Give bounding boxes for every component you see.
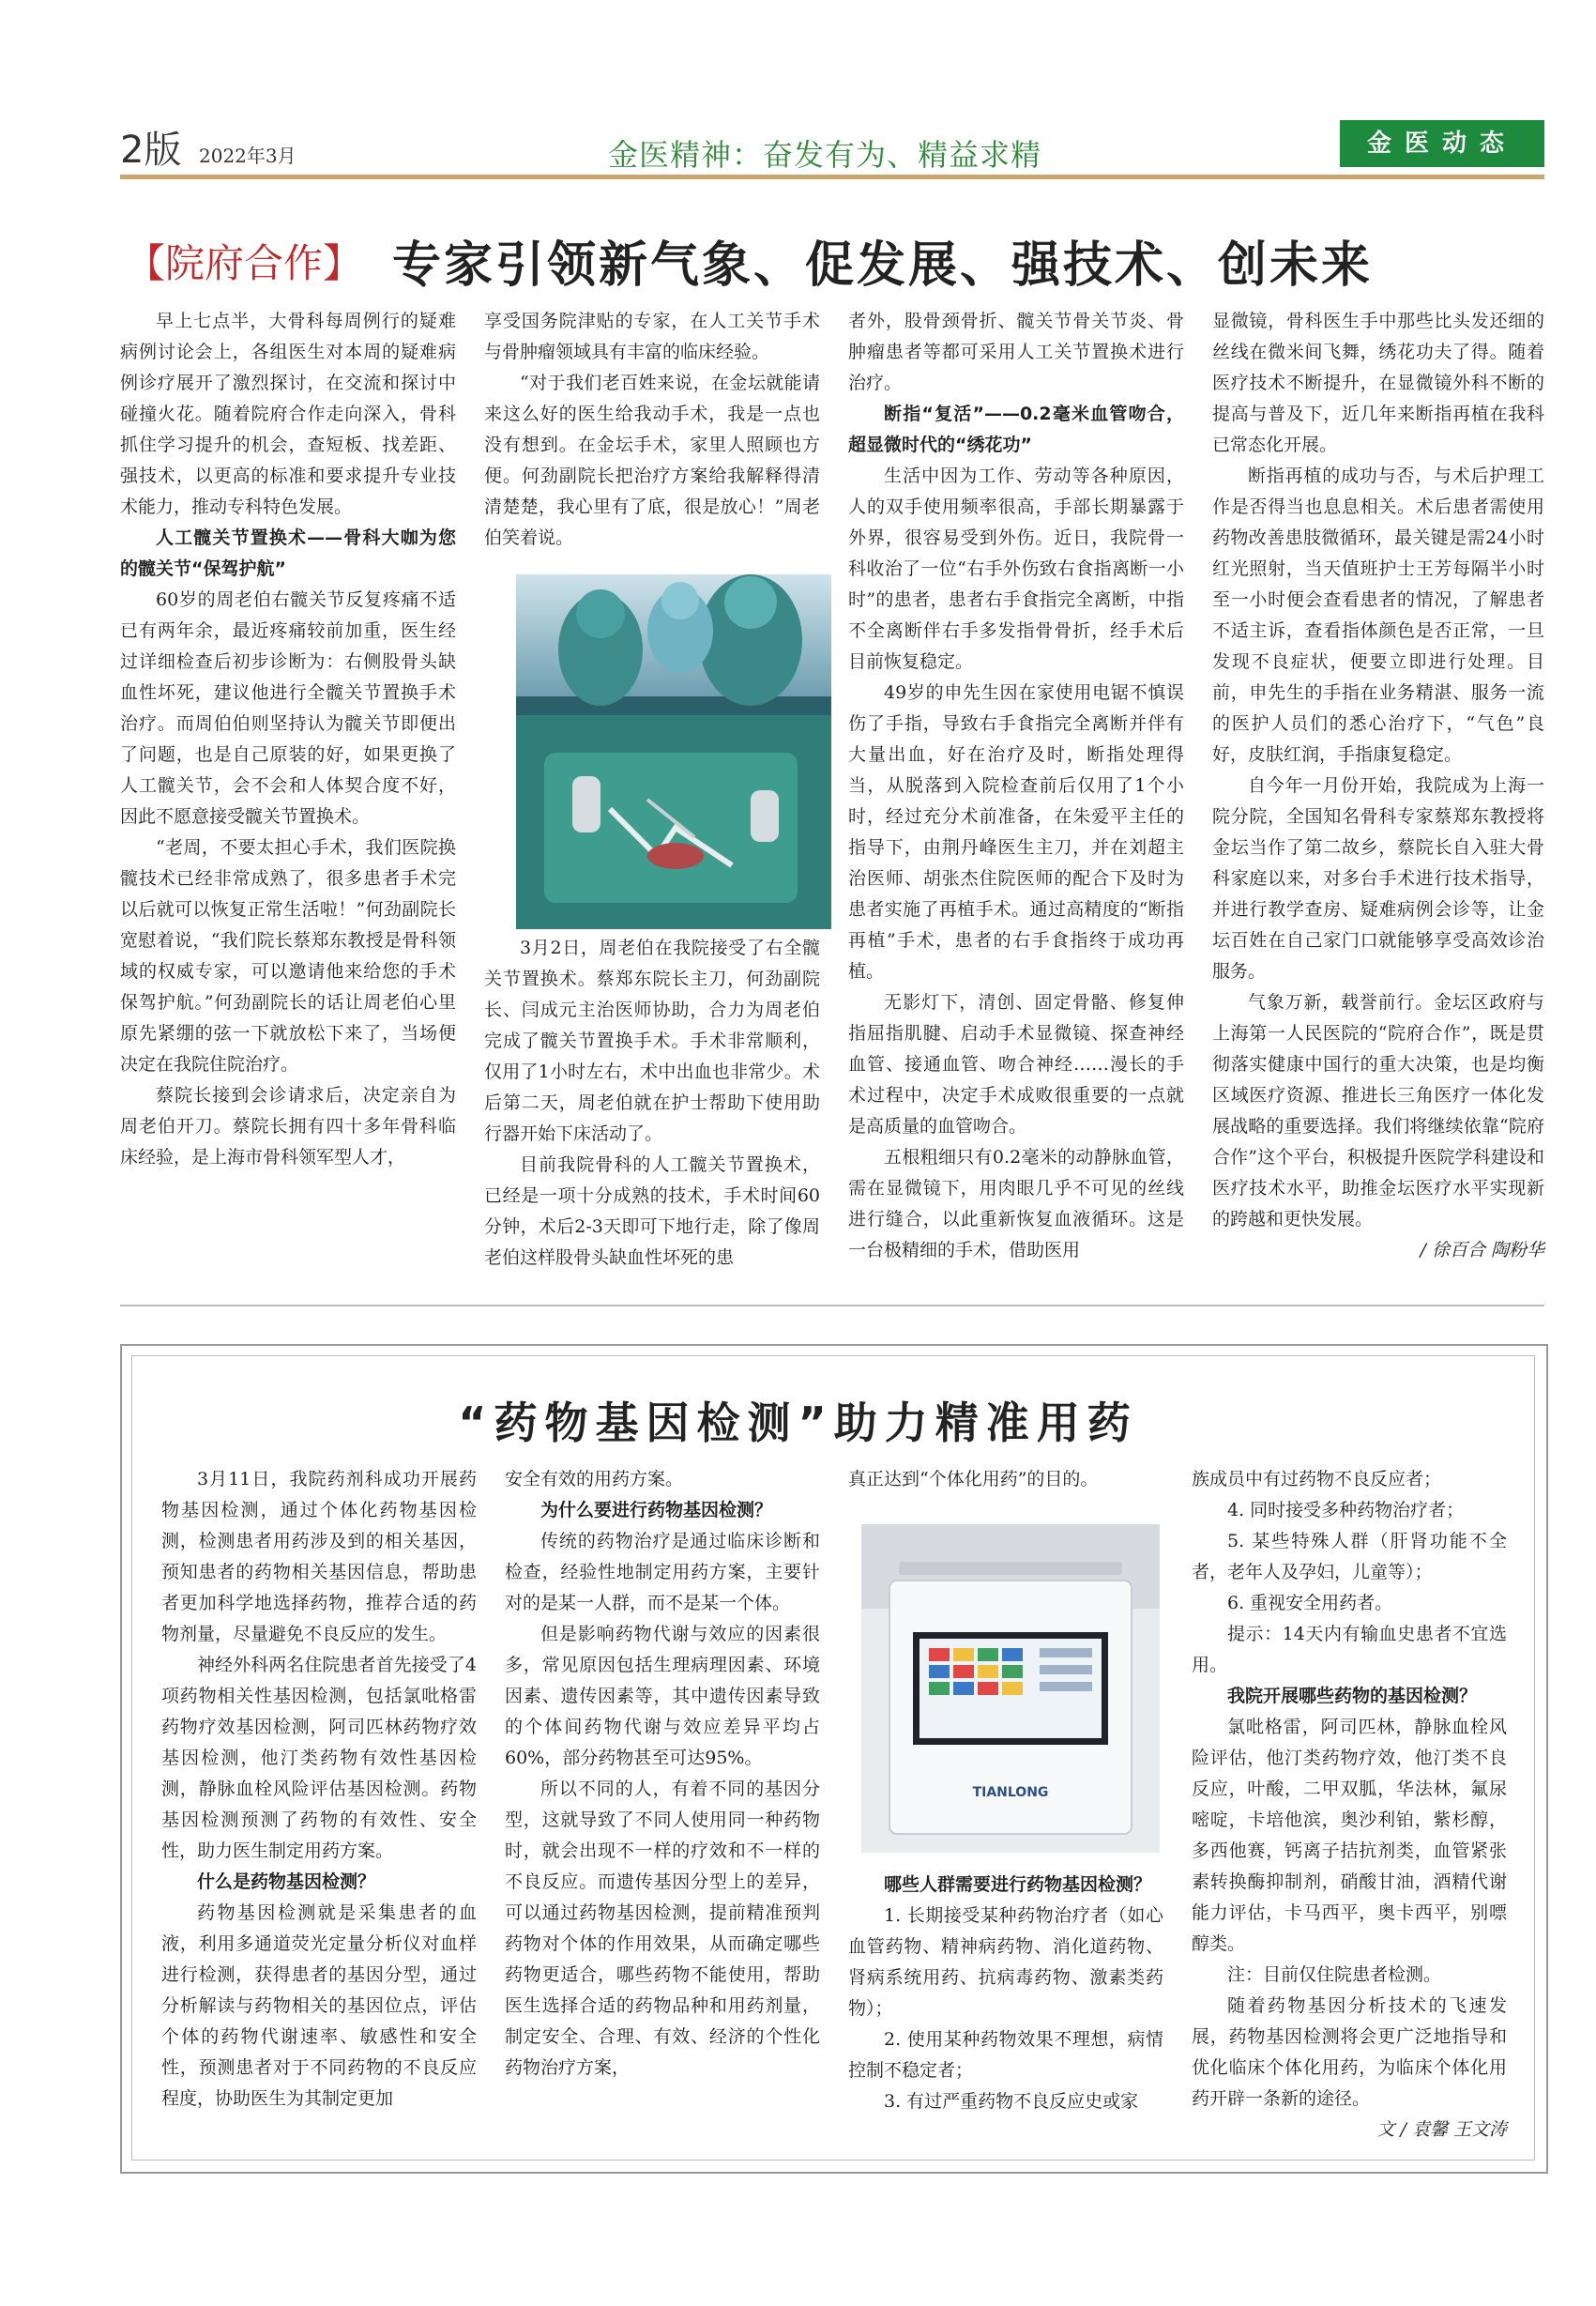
section-divider <box>120 1305 1544 1306</box>
paragraph: “对于我们老百姓来说，在金坛就能请来这么好的医生给我动手术，我是一点也没有想到。在金坛手术，家里人照顾也方便。何劲副院长把治疗方案给我解释得清清楚楚，我心里有了底，很是放心！”周老伯笑着说。 <box>484 373 820 548</box>
device-illustration <box>861 1524 1160 1853</box>
gene-test-device-photo <box>861 1524 1160 1853</box>
subheading: 我院开展哪些药物的基因检测？ <box>1227 1686 1478 1706</box>
note: 注：目前仅住院患者检测。 <box>1227 1964 1442 1985</box>
surgery-photo <box>516 574 831 929</box>
list-item: 3. 有过严重药物不良反应史或家 <box>884 2091 1139 2112</box>
device-brand: TIANLONG <box>972 1785 1049 1800</box>
subheading: 断指“复活”——0.2毫米血管吻合，超显微时代的“绣花功” <box>848 404 1184 455</box>
paragraph: 氯吡格雷，阿司匹林，静脉血栓风险评估，他汀类药物疗效，他汀类不良反应，叶酸，二甲双胍，华法林，氟尿嘧啶，卡培他滨，奥沙利铂，紫杉醇，多西他赛，钙离子拮抗剂类，血管紧张素转换酶抑制剂，硝酸甘油，酒精代谢能力评估，卡马西平，奥卡西平，别嘌醇类。 <box>1192 1717 1507 1954</box>
paragraph: 随着药物基因分析技术的飞速发展，药物基因检测将会更广泛地指导和优化临床个体化用药，为临床个体化用药开辟一条新的途径。 <box>1192 1995 1507 2109</box>
paragraph: 享受国务院津贴的专家，在人工关节手术与骨肿瘤领域具有丰富的临床经验。 <box>484 311 820 362</box>
paragraph: 49岁的申先生因在家使用电锯不慎误伤了手指，导致右手食指完全离断并伴有大量出血，好在治疗及时，断指处理得当，从脱落到入院检查前后仅用了1个小时，经过充分术前准备，在朱爱平主任的指导下，由荆丹峰医生主刀，并在刘超主治医师、胡张杰住院医师的配合下及时为患者实施了再植手术。通过高精度的“断指再植”手术，患者的右手食指终于成功再植。 <box>848 682 1184 982</box>
list-item: 5. 某些特殊人群（肝肾功能不全者，老年人及孕妇，儿童等）； <box>1192 1531 1507 1582</box>
article2-byline: 文 / 袁馨 王文涛 <box>1376 2119 1507 2140</box>
paragraph: 自今年一月份开始，我院成为上海一院分院，全国知名骨科专家蔡郑东教授将金坛当作了第二故乡，蔡院长自入驻大骨科家庭以来，对多台手术进行技术指导，并进行教学查房、疑难病例会诊等，让金坛百姓在自己家门口就能够享受高效诊治服务。 <box>1212 775 1544 982</box>
list-item: 4. 同时接受多种药物治疗者； <box>1227 1500 1465 1520</box>
tip: 提示：14天内有输血史患者不宜选用。 <box>1192 1624 1507 1675</box>
paragraph: 60岁的周老伯右髋关节反复疼痛不适已有两年余，最近疼痛较前加重，医生经过详细检查后初步诊断为：右侧股骨头缺血性坏死，建议他进行全髋关节置换手术治疗。而周伯伯则坚持认为髋关节即便出了问题，也是自己原装的好，如果更换了人工髋关节，会不会和人体契合度不好，因此不愿意接受髋关节置换术。 <box>120 589 456 827</box>
article1-title: 专家引领新气象、促发展、强技术、创未来 <box>392 237 1374 294</box>
paragraph: 族成员中有过药物不良反应者； <box>1192 1469 1442 1489</box>
article2-column-3-bottom <box>848 1870 1163 2117</box>
list-item: 1. 长期接受某种药物治疗者（如心血管药物、精神病药物、消化道药物、肾病系统用药、抗病毒药物、激素类药物）； <box>848 1905 1163 2019</box>
page-header <box>120 120 1544 178</box>
article1-column-4 <box>1212 306 1544 1266</box>
paragraph: 气象万新，载誉前行。金坛区政府与上海第一人民医院的“院府合作”，既是贯彻落实健康中国行的重大决策，也是均衡区域医疗资源、推进长三角医疗一体化发展战略的重要选择。我们将继续依靠“院府合作”这个平台，积极提升医院学科建设和医疗技术水平，助推金坛医疗水平实现新的跨越和更快发展。 <box>1212 992 1544 1229</box>
paragraph: 但是影响药物代谢与效应的因素很多，常见原因包括生理病理因素、环境因素、遗传因素等，其中遗传因素导致的个体间药物代谢与效应差异平均占60%，部分药物甚至可达95%。 <box>505 1624 820 1768</box>
subheading: 什么是药物基因检测？ <box>197 1871 376 1892</box>
subheading: 人工髋关节置换术——骨科大咖为您的髋关节“保驾护航” <box>120 527 456 579</box>
paragraph: “老周，不要太担心手术，我们医院换髋技术已经非常成熟了，很多患者手术完以后就可以恢复正常生活啦！”何劲副院长宽慰着说，“我们院长蔡郑东教授是骨科领域的权威专家，可以邀请他来给您的手术保驾护航。”何劲副院长的话让周老伯心里原先紧绷的弦一下就放松下来了，当场便决定在我院住院治疗。 <box>120 837 456 1075</box>
paragraph: 安全有效的用药方案。 <box>505 1469 684 1489</box>
header-slogan: 金医精神：奋发有为、精益求精 <box>608 137 1042 173</box>
list-item: 6. 重视安全用药者。 <box>1227 1593 1393 1613</box>
paragraph: 早上七点半，大骨科每周例行的疑难病例讨论会上，各组医生对本周的疑难病例诊疗展开了激烈探讨，在交流和探讨中碰撞火花。随着院府合作走向深入，骨科抓住学习提升的机会，查短板、找差距、强技术，以更高的标准和要求提升专业技术能力，推动专科特色发展。 <box>120 311 456 517</box>
paragraph: 无影灯下，清创、固定骨骼、修复伸指屈指肌腱、启动手术显微镜、探查神经血管、接通血管、吻合神经……漫长的手术过程中，决定手术成败很重要的一点就是高质量的血管吻合。 <box>848 992 1184 1137</box>
list-item: 2. 使用某种药物效果不理想，病情控制不稳定者； <box>848 2029 1163 2081</box>
article1-column-3 <box>848 306 1184 1266</box>
paragraph: 真正达到“个体化用药”的目的。 <box>848 1469 1099 1489</box>
paragraph: 3月11日，我院药剂科成功开展药物基因检测，通过个体化药物基因检测，检测患者用药涉及到的相关基因，预知患者的药物相关基因信息，帮助患者更加科学地选择药物，推荐合适的药物剂量，尽量避免不良反应的发生。 <box>161 1469 477 1644</box>
issue-date: 2022年3月 <box>199 145 296 167</box>
paragraph: 五根粗细只有0.2毫米的动静脉血管，需在显微镜下，用肉眼几乎不可见的丝线进行缝合，以此重新恢复血液循环。这是一台极精细的手术，借助医用 <box>848 1147 1184 1260</box>
paragraph: 蔡院长接到会诊请求后，决定亲自为周老伯开刀。蔡院长拥有四十多年骨科临床经验，是上海市骨科领军型人才， <box>120 1085 456 1168</box>
article1-column-2 <box>484 306 820 554</box>
screen-grid <box>929 1648 1092 1695</box>
paragraph: 目前我院骨科的人工髋关节置换术，已经是一项十分成熟的技术，手术时间60分钟，术后2-3天即可下地行走，除了像周老伯这样股骨头缺血性坏死的患 <box>484 1154 820 1268</box>
article2-title: “药物基因检测”助力精准用药 <box>458 1397 1138 1448</box>
article2-column-4 <box>1192 1464 1507 2146</box>
surgery-illustration <box>516 574 831 929</box>
article2-column-3 <box>848 1464 1163 1495</box>
header-rule <box>120 175 1544 179</box>
paragraph: 药物基因检测就是采集患者的血液，利用多通道荧光定量分析仪对血样进行检测，获得患者的基因分型，通过分析解读与药物相关的基因位点，评估个体的药物代谢速率、敏感性和安全性，预测患者对于不同药物的不良反应程度，协助医生为其制定更加 <box>161 1902 477 2109</box>
article2-column-2 <box>505 1464 820 2084</box>
paragraph: 传统的药物治疗是通过临床诊断和检查，经验性地制定用药方案，主要针对的是某一人群，而不是某一个体。 <box>505 1531 820 1613</box>
paragraph: 生活中因为工作、劳动等各种原因，人的双手使用频率很高，手部长期暴露于外界，很容易受到外伤。近日，我院骨一科收治了一位“右手外伤致右食指离断一小时”的患者，患者右手食指完全离断，中指不全离断伴右手多发指骨骨折，经手术后目前恢复稳定。 <box>848 466 1184 672</box>
paragraph: 断指再植的成功与否，与术后护理工作是否得当也息息相关。术后患者需使用药物改善患肢微循环，最关键是需24小时红光照射，当天值班护士王芳每隔半小时至一小时便会查看患者的情况，了解患者不适主诉，查看指体颜色是否正常，一旦发现不良症状，便要立即进行处理。目前，申先生的手指在业务精湛、服务一流的医护人员们的悉心治疗下，“气色”良好，皮肤红润，手指康复稳定。 <box>1212 466 1544 765</box>
section-badge: 金医动态 <box>1340 120 1544 167</box>
article1-tag: 【院府合作】 <box>126 240 363 286</box>
paragraph: 所以不同的人，有着不同的基因分型，这就导致了不同人使用同一种药物时，就会出现不一样的疗效和不一样的不良反应。而遗传基因分型上的差异，可以通过药物基因检测，提前精准预判药物对个体的作用效果，从而确定哪些药物更适合，哪些药物不能使用，帮助医生选择合适的药物品种和用药剂量，制定安全、合理、有效、经济的个性化药物治疗方案， <box>505 1779 820 2078</box>
subheading: 为什么要进行药物基因检测？ <box>540 1500 773 1520</box>
paragraph: 3月2日，周老伯在我院接受了右全髋关节置换术。蔡郑东院长主刀，何劲副院长、闫成元主治医师协助，合力为周老伯完成了髋关节置换手术。手术非常顺利，仅用了1小时左右，术中出血也非常少。术后第二天，周老伯就在护士帮助下使用助行器开始下床活动了。 <box>484 938 820 1144</box>
paragraph: 神经外科两名住院患者首先接受了4项药物相关性基因检测，包括氯吡格雷药物疗效基因检测，阿司匹林药物疗效基因检测，他汀类药物有效性基因检测，静脉血栓风险评估基因检测。药物基因检测预测了药物的有效性、安全性，助力医生制定用药方案。 <box>161 1655 477 1861</box>
paragraph: 者外，股骨颈骨折、髋关节骨关节炎、骨肿瘤患者等都可采用人工关节置换术进行治疗。 <box>848 311 1184 393</box>
article1-column-1 <box>120 306 456 1173</box>
article2-column-1 <box>161 1464 477 2115</box>
paragraph: 显微镜，骨科医生手中那些比头发还细的丝线在微米间飞舞，绣花功夫了得。随着医疗技术不断提升，在显微镜外科不断的提高与普及下，近几年来断指再植在我科已常态化开展。 <box>1212 311 1544 455</box>
article1-byline: / 徐百合 陶粉华 <box>1420 1240 1544 1260</box>
subheading: 哪些人群需要进行药物基因检测？ <box>884 1874 1152 1895</box>
page-number: 2版 <box>120 129 182 172</box>
article1-column-2-bottom <box>484 933 820 1274</box>
